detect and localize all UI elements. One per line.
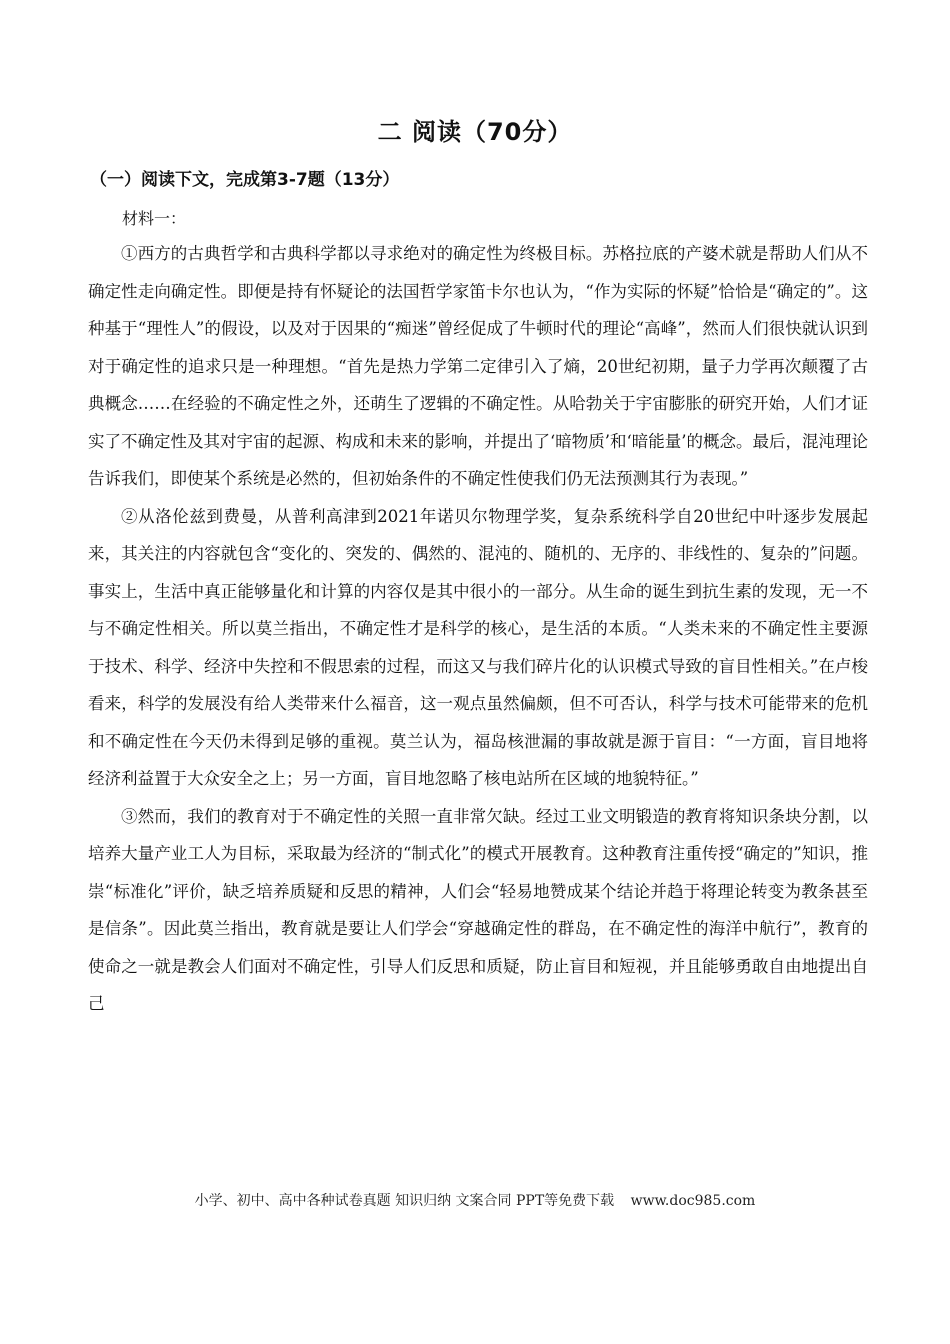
section-title: 二 阅读（70分）	[377, 118, 573, 146]
question-heading: （一）阅读下文，完成第3-7题（13分）	[90, 170, 400, 190]
paragraph-3: ③然而，我们的教育对于不确定性的关照一直非常欠缺。经过工业文明锻造的教育将知识条块分割，以培养大量产业工人为目标，采取最为经济的“制式化”的模式开展教育。这种教育注重传授“确定的”知识，推崇“标准化”评价，缺乏培养质疑和反思的精神，人们会“轻易地赞成某个结论并趋于将理论转变为教条甚至是信条”。因此莫兰指出，教育就是要让人们学会“穿越确定性的群岛，在不确定性的海洋中航行”，教育的使命之一就是教会人们面对不确定性，引导人们反思和质疑，防止盲目和短视，并且能够勇敢自由地提出自己	[88, 806, 868, 1013]
material-label: 材料一：	[122, 209, 187, 228]
paragraph-2: ②从洛伦兹到费曼，从普利高津到2021年诺贝尔物理学奖，复杂系统科学自20世纪中叶逐步发展起来，其关注的内容就包含“变化的、突发的、偶然的、混沌的、随机的、无序的、非线性的、复杂的”问题。事实上，生活中真正能够量化和计算的内容仅是其中很小的一部分。从生命的诞生到抗生素的发现，无一不与不确定性相关。所以莫兰指出，不确定性才是科学的核心，是生活的本质。“人类未来的不确定性主要源于技术、科学、经济中失控和不假思索的过程，而这又与我们碎片化的认识模式导致的盲目性相关。”在卢梭看来，科学的发展没有给人类带来什么福音，这一观点虽然偏颇，但不可否认，科学与技术可能带来的危机和不确定性在今天仍未得到足够的重视。莫兰认为，福岛核泄漏的事故就是源于盲目：“一方面，盲目地将经济利益置于大众安全之上；另一方面，盲目地忽略了核电站所在区域的地貌特征。”	[88, 506, 868, 788]
page-footer	[0, 1190, 950, 1210]
paragraph-1: ①西方的古典哲学和古典科学都以寻求绝对的确定性为终极目标。苏格拉底的产婆术就是帮助人们从不确定性走向确定性。即便是持有怀疑论的法国哲学家笛卡尔也认为，“作为实际的怀疑”恰恰是“确定的”。这种基于“理性人”的假设，以及对于因果的“痴迷”曾经促成了牛顿时代的理论“高峰”，然而人们很快就认识到对于确定性的追求只是一种理想。“首先是热力学第二定律引入了熵，20世纪初期，量子力学再次颠覆了古典概念……在经验的不确定性之外，还萌生了逻辑的不确定性。从哈勃关于宇宙膨胀的研究开始，人们才证实了不确定性及其对宇宙的起源、构成和未来的影响，并提出了‘暗物质’和‘暗能量’的概念。最后，混沌理论告诉我们，即使某个系统是必然的，但初始条件的不确定性使我们仍无法预测其行为表现。”	[88, 244, 868, 488]
footer-url[interactable]: www.doc985.com	[630, 1193, 756, 1209]
material-body	[88, 235, 868, 1023]
footer-text: 小学、初中、高中各种试卷真题 知识归纳 文案合同 PPT等免费下载	[194, 1193, 615, 1209]
